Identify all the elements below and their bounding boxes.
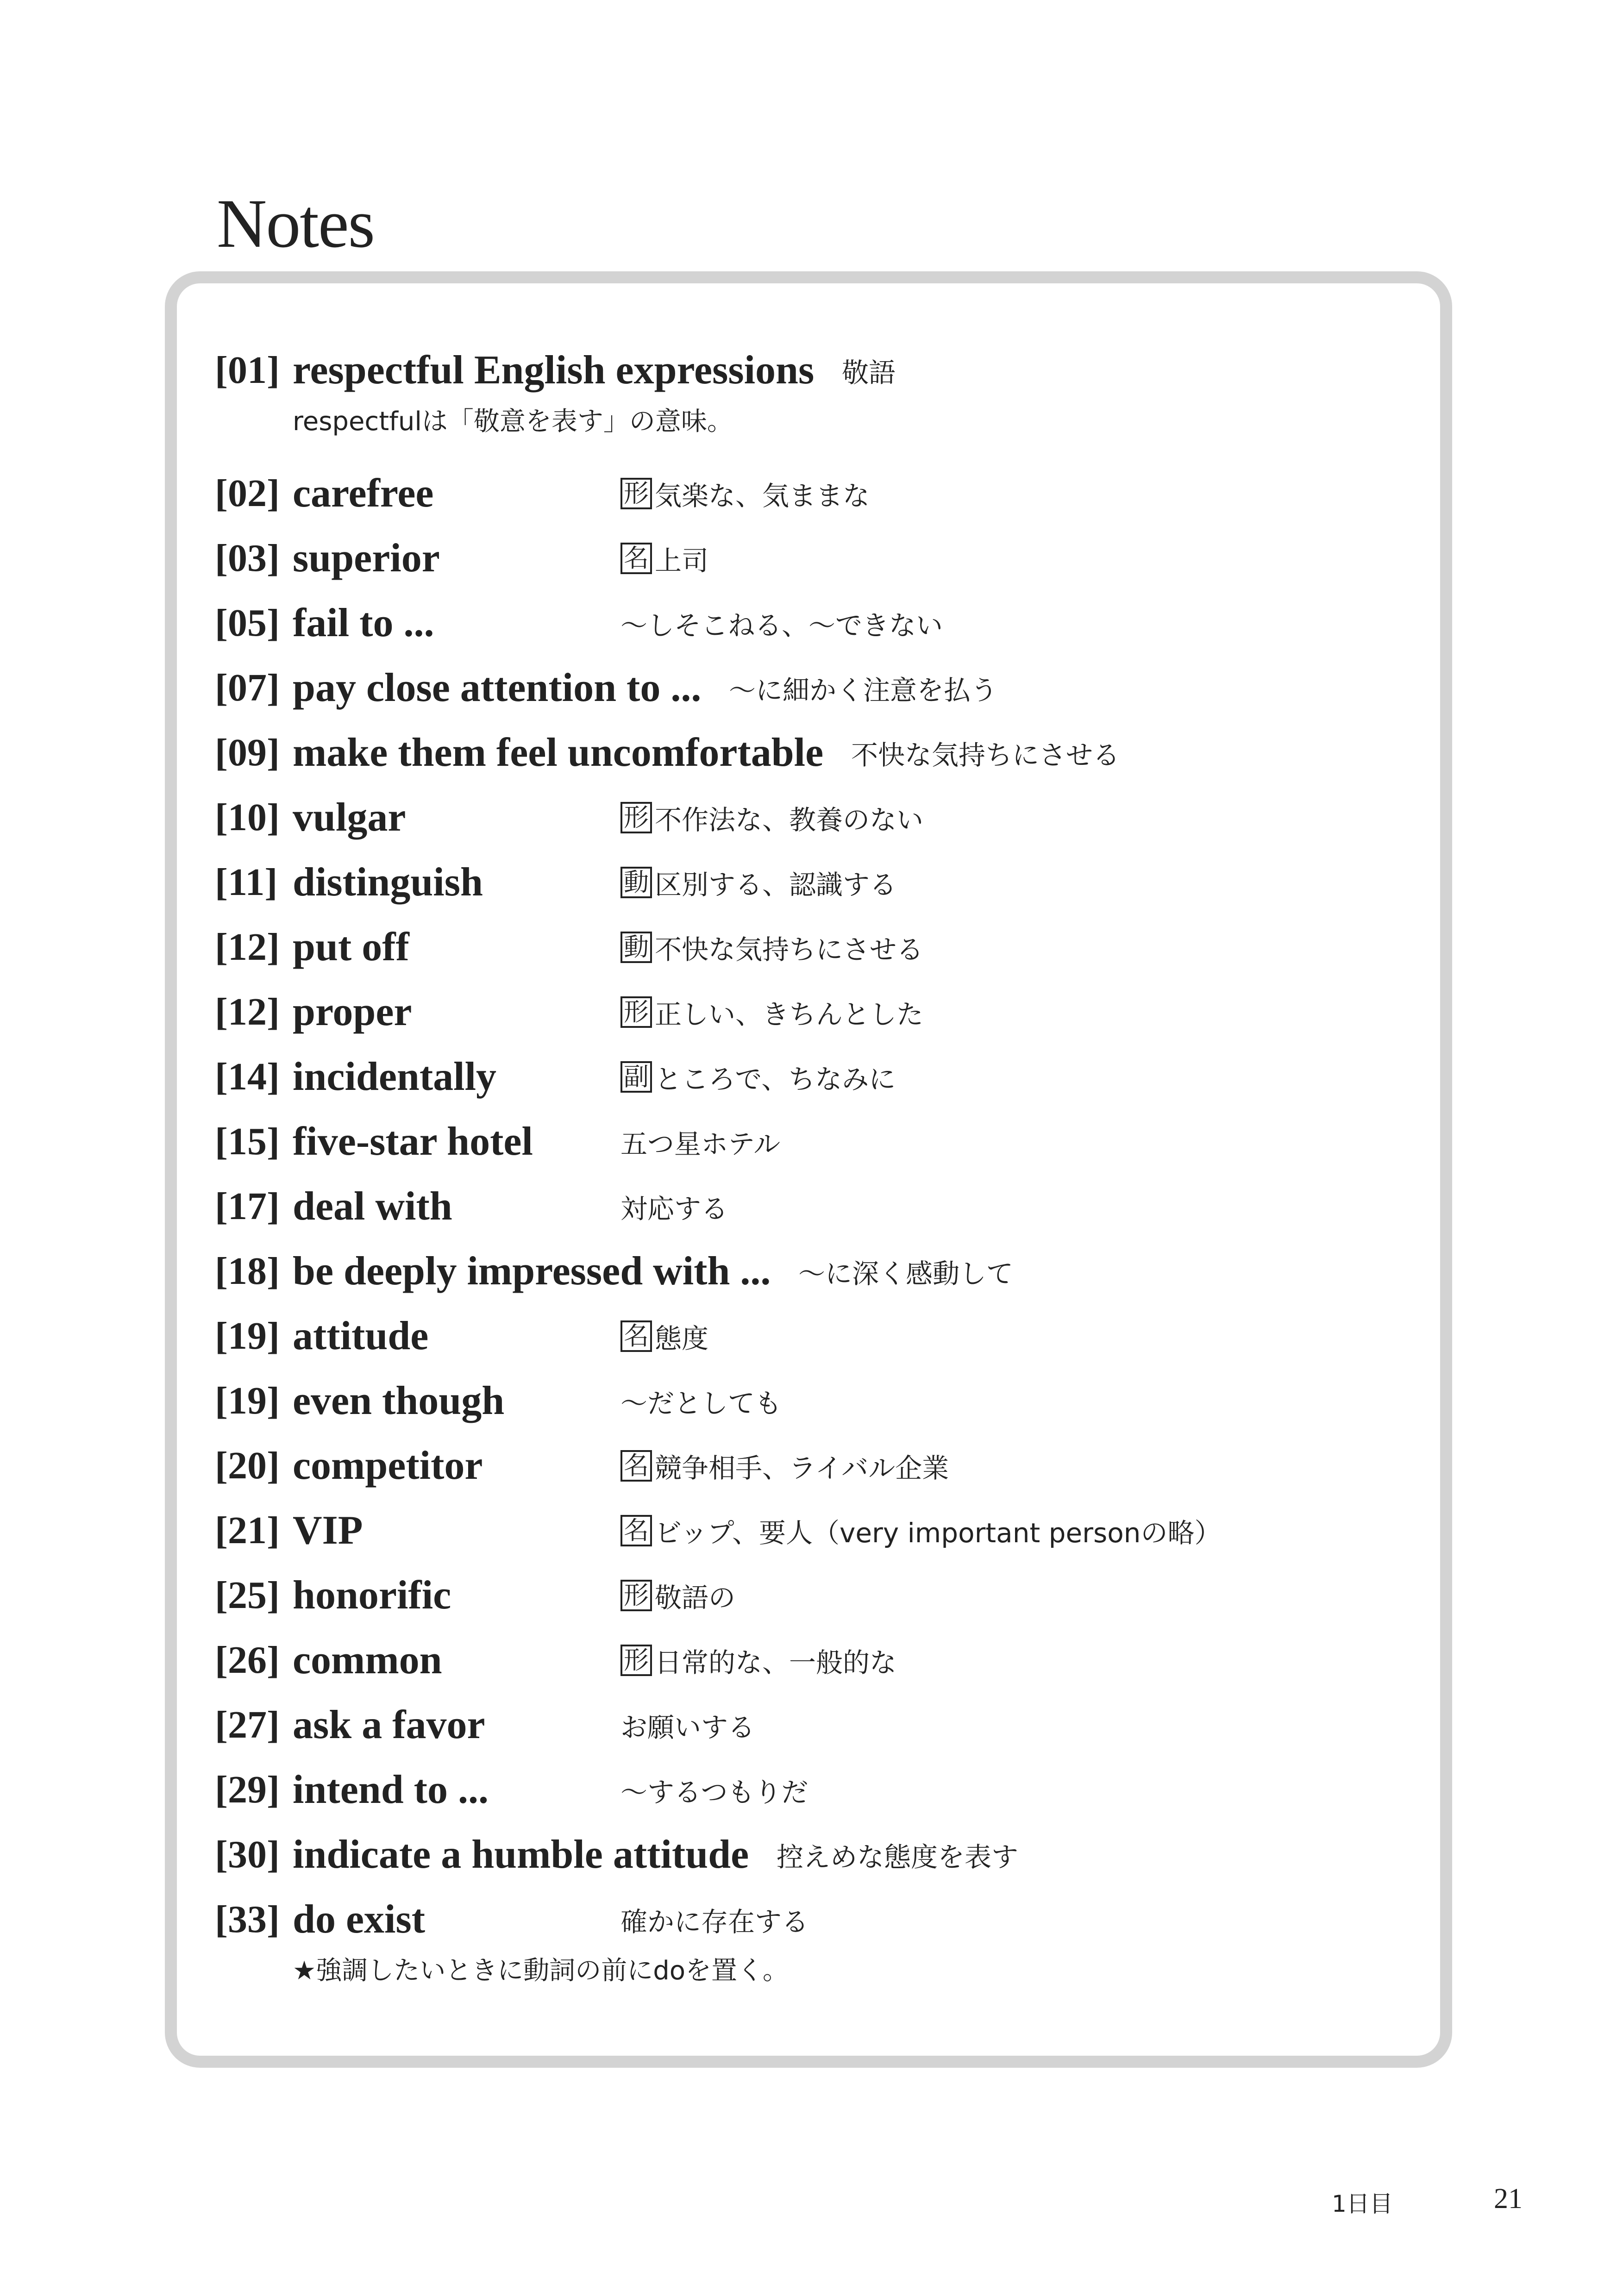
entry-definition — [620, 1109, 780, 1174]
entry-definition — [620, 785, 923, 850]
entry-term: superior — [293, 536, 440, 581]
entry-term: proper — [293, 989, 412, 1034]
entry-line-number: [29] — [215, 1768, 280, 1811]
entry-term: be deeply impressed with ... — [293, 1249, 771, 1294]
entry-definition — [729, 656, 997, 720]
page-title: Notes — [217, 185, 374, 262]
entry-line-number: [12] — [215, 926, 280, 969]
vocab-entry — [0, 850, 1617, 915]
part-of-speech-badge: 形 — [620, 1645, 652, 1676]
entry-note: respectfulは「敬意を表す」の意味。 — [293, 407, 733, 437]
vocab-entry — [0, 980, 1617, 1045]
entry-line-number: [01] — [215, 349, 280, 392]
vocab-entry — [0, 526, 1617, 591]
part-of-speech-badge: 名 — [620, 543, 652, 574]
definition-text: 確かに存在する — [620, 1906, 809, 1938]
entry-term: competitor — [293, 1443, 483, 1488]
entry-definition — [620, 1563, 735, 1628]
entry-definition — [851, 720, 1120, 785]
day-label: 1日目 — [1332, 2190, 1393, 2217]
part-of-speech-badge: 形 — [620, 802, 652, 833]
entry-line-number: [15] — [215, 1120, 280, 1163]
entry-line-number: [07] — [215, 666, 280, 709]
entry-term: incidentally — [293, 1054, 497, 1099]
vocab-entry — [0, 785, 1617, 850]
definition-text: 五つ星ホテル — [620, 1128, 781, 1160]
entry-line-number: [21] — [215, 1509, 280, 1552]
definition-text: 不快な気持ちにさせる — [851, 739, 1120, 771]
part-of-speech-badge: 形 — [620, 1580, 652, 1611]
definition-text: 〜に深く感動して — [798, 1258, 1014, 1289]
entry-term: common — [293, 1638, 442, 1683]
entry-line-number: [33] — [215, 1898, 280, 1941]
entry-definition — [620, 1498, 1221, 1563]
vocab-entry — [0, 1174, 1617, 1239]
entry-definition — [620, 850, 896, 915]
part-of-speech-badge: 動 — [620, 867, 652, 898]
entry-line-number: [05] — [215, 601, 280, 644]
vocab-entry — [0, 1498, 1617, 1563]
vocab-entry — [0, 1369, 1617, 1433]
definition-text: 〜するつもりだ — [620, 1777, 808, 1808]
entry-line-number: [20] — [215, 1444, 280, 1487]
entry-term: put off — [293, 925, 409, 970]
vocab-entry — [0, 1045, 1617, 1109]
entry-definition — [620, 1758, 808, 1822]
definition-text: 態度 — [655, 1323, 709, 1354]
vocab-entry — [0, 1433, 1617, 1498]
entry-term: pay close attention to ... — [293, 665, 702, 710]
vocab-entry — [0, 1628, 1617, 1693]
entry-line-number: [17] — [215, 1185, 280, 1228]
entry-definition — [620, 915, 923, 980]
entry-line-number: [09] — [215, 731, 280, 774]
entry-definition — [842, 338, 896, 403]
entry-term: indicate a humble attitude — [293, 1832, 749, 1877]
part-of-speech-badge: 形 — [620, 478, 652, 509]
entry-line-number: [14] — [215, 1055, 280, 1098]
definition-text: 控えめな態度を表す — [777, 1841, 1019, 1873]
entry-term: distinguish — [293, 860, 483, 905]
definition-text: 正しい、きちんとした — [655, 999, 924, 1030]
entry-term: five-star hotel — [293, 1119, 533, 1164]
entry-line-number: [02] — [215, 472, 280, 515]
definition-text: 〜に細かく注意を払う — [729, 675, 998, 706]
entry-line-number: [18] — [215, 1250, 280, 1293]
definition-text: 敬語 — [842, 357, 896, 388]
part-of-speech-badge: 名 — [620, 1450, 652, 1482]
entry-term: intend to ... — [293, 1767, 489, 1812]
vocab-entry — [0, 338, 1617, 403]
definition-text: 対応する — [620, 1193, 728, 1225]
definition-text: ところで、ちなみに — [655, 1064, 896, 1095]
part-of-speech-badge: 副 — [620, 1061, 652, 1093]
vocab-entry — [0, 915, 1617, 980]
entry-line-number: [12] — [215, 990, 280, 1033]
definition-text: 気楽な、気ままな — [655, 480, 870, 512]
part-of-speech-badge: 名 — [620, 1320, 652, 1352]
vocab-entry — [0, 1887, 1617, 1952]
entry-term: ask a favor — [293, 1702, 485, 1747]
definition-text: 上司 — [655, 545, 709, 576]
entry-term: fail to ... — [293, 601, 434, 645]
entry-line-number: [19] — [215, 1314, 280, 1358]
entry-definition — [620, 1174, 728, 1239]
entry-line-number: [26] — [215, 1639, 280, 1682]
definition-text: 区別する、認識する — [655, 869, 897, 901]
vocab-entry — [0, 461, 1617, 526]
vocab-entry — [0, 1563, 1617, 1628]
vocab-entry — [0, 1758, 1617, 1822]
page-number: 21 — [1494, 2183, 1523, 2215]
entry-definition — [777, 1822, 1018, 1887]
entry-definition — [798, 1239, 1013, 1304]
entry-term: do exist — [293, 1897, 425, 1942]
vocab-entry — [0, 591, 1617, 656]
entry-note: ★強調したいときに動詞の前にdoを置く。 — [293, 1956, 789, 1986]
entry-line-number: [11] — [215, 861, 278, 904]
entry-line-number: [10] — [215, 796, 280, 839]
definition-text: 〜だとしても — [620, 1388, 782, 1419]
entry-definition — [620, 526, 708, 591]
entry-term: carefree — [293, 471, 434, 516]
entry-term: vulgar — [293, 795, 406, 840]
vocab-entry — [0, 1109, 1617, 1174]
part-of-speech-badge: 名 — [620, 1515, 652, 1546]
part-of-speech-badge: 動 — [620, 932, 652, 963]
entry-definition — [620, 591, 943, 656]
entry-definition — [620, 980, 923, 1045]
entry-term: even though — [293, 1378, 505, 1423]
entry-term: VIP — [293, 1508, 363, 1553]
definition-text: 敬語の — [655, 1582, 736, 1614]
vocab-entry — [0, 656, 1617, 720]
entry-definition — [620, 461, 870, 526]
vocab-entry — [0, 1304, 1617, 1369]
entry-line-number: [19] — [215, 1379, 280, 1422]
entry-term: respectful English expressions — [293, 348, 815, 393]
definition-text: 競争相手、ライバル企業 — [655, 1452, 949, 1484]
definition-text: お願いする — [620, 1712, 755, 1743]
definition-text: 不作法な、教養のない — [655, 804, 924, 836]
entry-definition — [620, 1628, 896, 1693]
vocab-entry — [0, 1822, 1617, 1887]
entry-definition — [620, 1693, 755, 1758]
entry-term: attitude — [293, 1314, 429, 1358]
entry-line-number: [30] — [215, 1833, 280, 1876]
definition-text: 日常的な、一般的な — [655, 1647, 897, 1678]
entry-line-number: [25] — [215, 1574, 280, 1617]
entry-definition — [620, 1304, 708, 1369]
entry-line-number: [03] — [215, 537, 280, 580]
vocab-entry — [0, 720, 1617, 785]
entry-definition — [620, 1369, 782, 1433]
entry-term: make them feel uncomfortable — [293, 730, 824, 775]
definition-text: 不快な気持ちにさせる — [655, 934, 924, 965]
entry-definition — [620, 1433, 949, 1498]
vocab-entry — [0, 1239, 1617, 1304]
definition-text: ビップ、要人（very important personの略） — [655, 1517, 1222, 1549]
entry-definition — [620, 1887, 808, 1952]
definition-text: 〜しそこねる、〜できない — [620, 610, 943, 641]
entry-term: deal with — [293, 1184, 452, 1229]
vocab-entry — [0, 1693, 1617, 1758]
entry-term: honorific — [293, 1573, 451, 1618]
entry-definition — [620, 1045, 896, 1109]
entry-line-number: [27] — [215, 1703, 280, 1746]
part-of-speech-badge: 形 — [620, 996, 652, 1028]
